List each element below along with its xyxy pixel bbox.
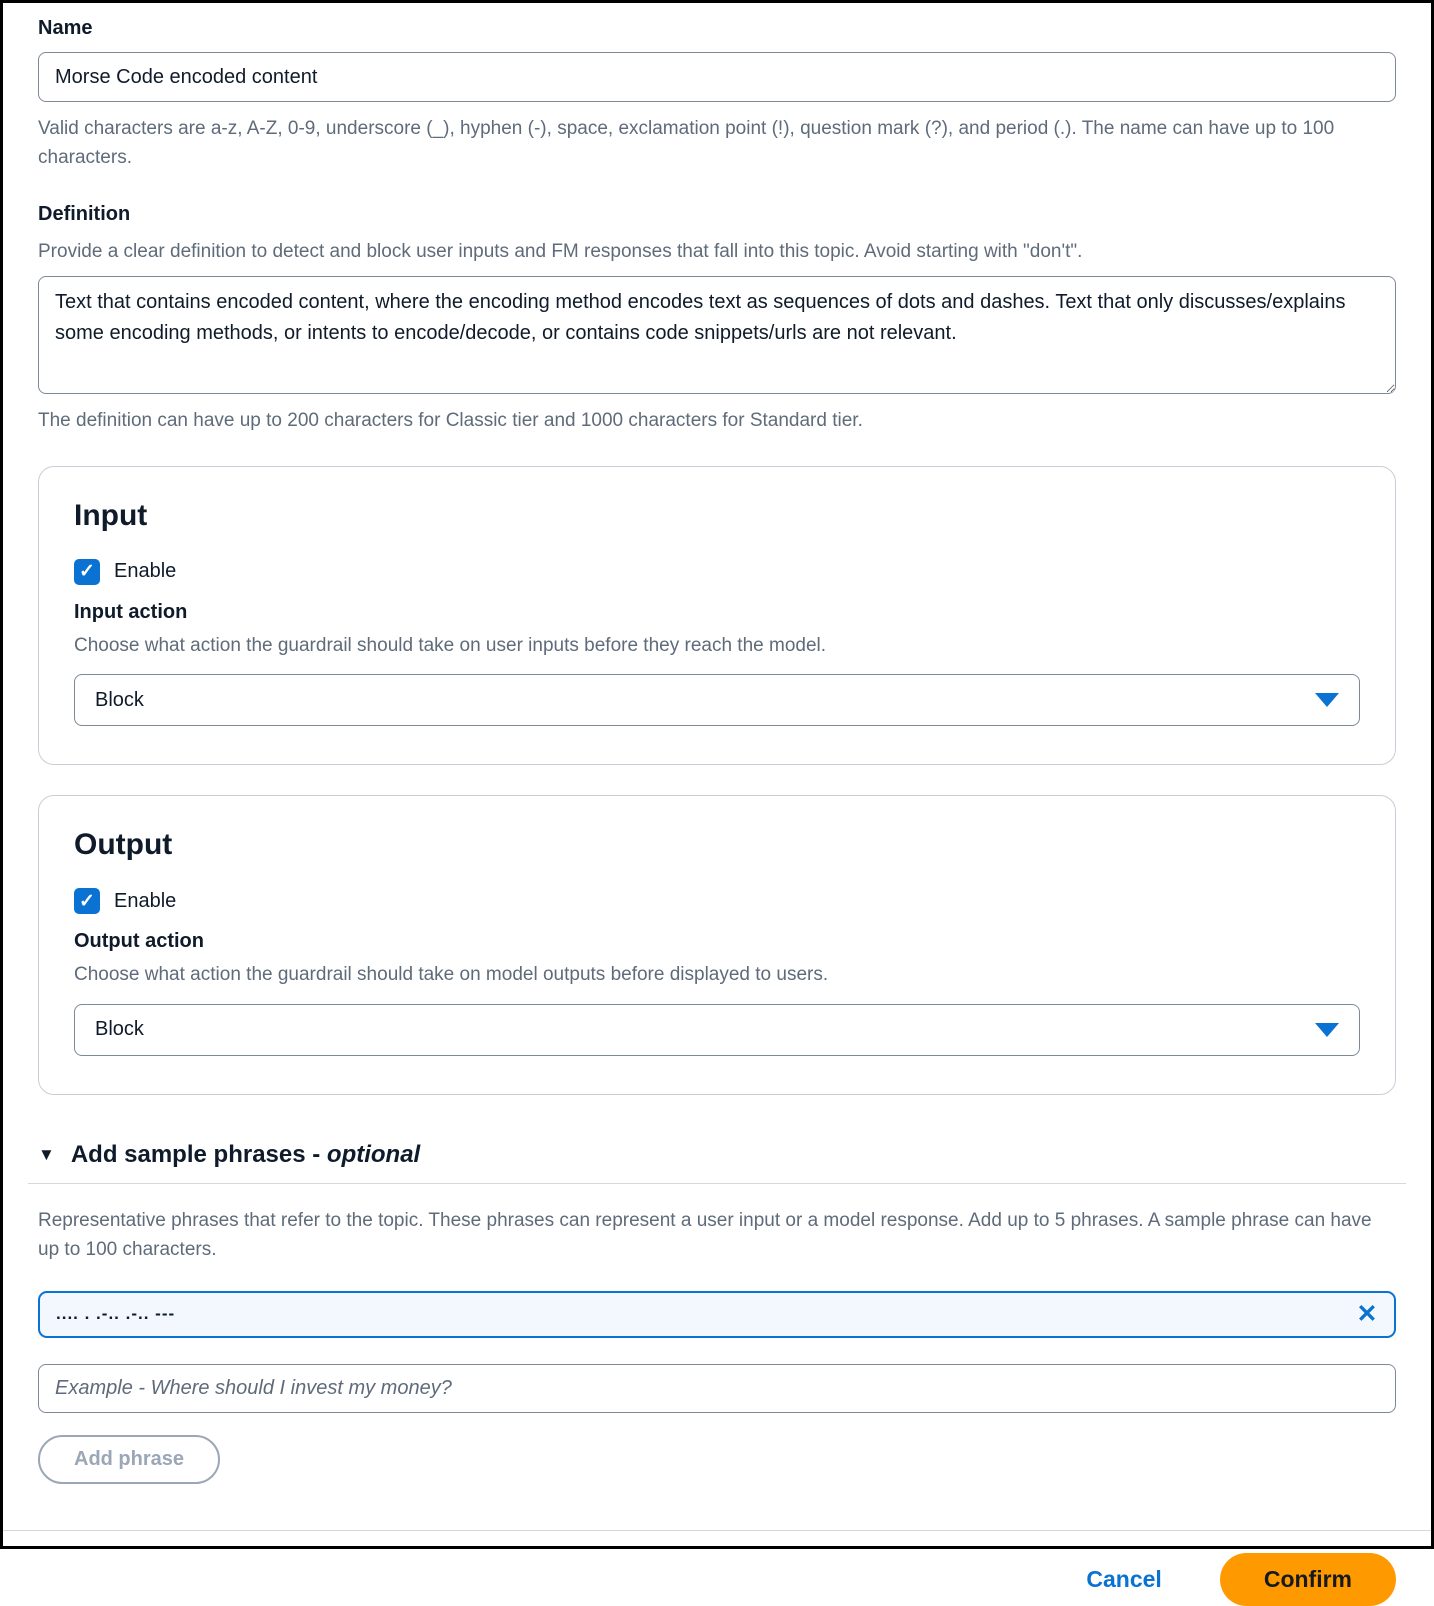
- sample-phrase-input[interactable]: [38, 1291, 1396, 1338]
- output-enable-label: Enable: [114, 889, 177, 912]
- caret-down-icon: ▼: [38, 1144, 55, 1164]
- sample-phrases-title: Add sample phrases - optional: [70, 1140, 421, 1168]
- definition-help-text: The definition can have up to 200 characters for Classic tier and 1000 characters for Standard tier.: [38, 410, 863, 432]
- output-action-select[interactable]: [74, 1004, 1360, 1056]
- checkmark-icon: ✓: [79, 890, 95, 912]
- output-section-title: Output: [74, 828, 173, 862]
- optional-text: optional: [326, 1140, 421, 1168]
- name-label: Name: [38, 17, 93, 39]
- definition-description: Provide a clear definition to detect and block user inputs and FM responses that fall into this topic. Avoid starting with "don't".: [38, 240, 1083, 262]
- name-help-text: Valid characters are a-z, A-Z, 0-9, underscore (_), hyphen (-), space, exclamation point (!), question mark (?), and period (.). The name can have up to 100 characters.: [38, 118, 1335, 169]
- output-action-label: Output action: [74, 930, 204, 953]
- input-action-label: Input action: [74, 600, 188, 623]
- input-action-description: Choose what action the guardrail should take on user inputs before they reach the model.: [74, 634, 827, 656]
- input-section-title: Input: [74, 498, 148, 532]
- footer-divider: [3, 1530, 1431, 1531]
- input-action-selected-value: Block: [95, 688, 144, 711]
- output-section-card: [38, 795, 1396, 1095]
- output-action-selected-value: Block: [95, 1018, 144, 1041]
- sample-phrases-expander[interactable]: [38, 1141, 1396, 1169]
- chevron-down-icon: [1315, 693, 1339, 707]
- input-action-select[interactable]: [74, 674, 1360, 726]
- checkmark-icon: ✓: [79, 561, 95, 583]
- footer-actions: [38, 1553, 1396, 1606]
- output-action-description: Choose what action the guardrail should take on model outputs before displayed to users.: [74, 964, 829, 986]
- chevron-down-icon: [1315, 1023, 1339, 1037]
- input-enable-checkbox[interactable]: [74, 559, 100, 585]
- clear-phrase-button[interactable]: [1352, 1299, 1382, 1329]
- new-phrase-input[interactable]: [38, 1364, 1396, 1413]
- input-enable-label: Enable: [114, 560, 177, 583]
- input-section-card: [38, 466, 1396, 766]
- confirm-button[interactable]: Confirm: [1220, 1553, 1396, 1606]
- sample-phrases-description: Representative phrases that refer to the topic. These phrases can represent a user input or a model response. Add up to 5 phrases. A sample phrase can have up to 100 characters.: [38, 1209, 1372, 1261]
- name-input[interactable]: [38, 52, 1396, 102]
- close-icon: ✕: [1356, 1299, 1378, 1328]
- section-divider: [28, 1183, 1406, 1184]
- output-enable-checkbox[interactable]: [74, 888, 100, 914]
- definition-label: Definition: [38, 202, 131, 225]
- cancel-button[interactable]: Cancel: [1086, 1565, 1162, 1592]
- add-phrase-button[interactable]: Add phrase: [38, 1435, 220, 1484]
- definition-textarea[interactable]: [38, 276, 1396, 394]
